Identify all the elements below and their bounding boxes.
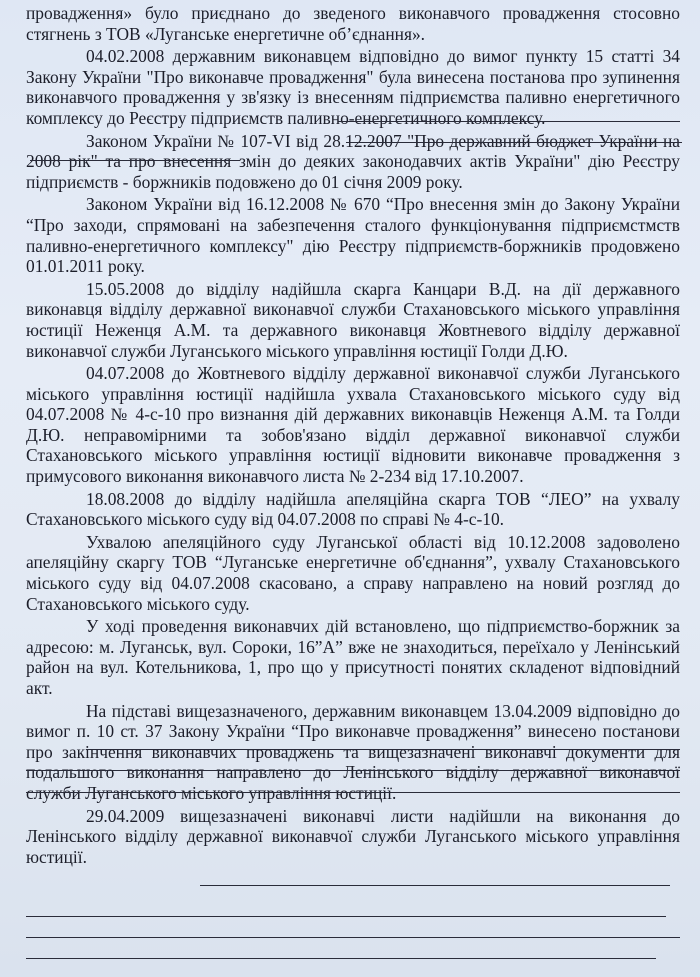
- paragraph-1: провадження» було приєднано до зведеного виконавчого провадження стосовно стягнень з ТОВ «Луганське енергетичне об’єднання».: [26, 3, 680, 44]
- pen-underline-1: [338, 121, 680, 122]
- document-body: [26, 3, 680, 869]
- paragraph-4: Законом України від 16.12.2008 № 670 “Про внесення змін до Закону України “Про заходи, спрямовані на забезпечення сталого функціонування підприємстмств паливно-енергетичного комплексу" дію Реєстру підприємств-боржників продовжено 01.01.2011 року.: [26, 194, 680, 277]
- paragraph-9: У ході проведення виконавчих дій встановлено, що підприємство-боржник за адресою: м. Луганськ, вул. Сороки, 16”А” вже не знаходиться, переїхало у Ленінський район на вул. Котельникова, 1, про що у присутності понятих складенот відповідний акт.: [26, 616, 680, 698]
- paragraph-7: 18.08.2008 до відділу надійшла апеляційна скарга ТОВ “ЛЕО” на ухвалу Стахановського міського суду від 04.07.2008 по справі № 4-с-10.: [26, 488, 680, 530]
- pen-underline-8: [26, 916, 666, 917]
- paragraph-10: На підставі вищезазначеного, державним виконавцем 13.04.2009 відповідно до вимог п. 10 ст. 37 Закону України “Про виконавче провадження” винесено постанови про закінчення виконавчих проваджень та вищезазначені виконавчі документи для подальшого виконання направлено до Ленінського відділу державної виконавчої служби Луганського міського управління юстиції.: [26, 700, 680, 803]
- paragraph-2: 04.02.2008 державним виконавцем відповідно до вимог пункту 15 статті 34 Закону України "Про виконавче провадження" була винесена постанова про зупинення виконавчого провадження у зв'язку із внесенням підприємства паливно енергетичного комплексу до Реєстру підприємств паливно-енергетичного комплексу.: [26, 46, 680, 128]
- paragraph-3: Законом України № 107-VI від 28.12.2007 "Про державний бюджет України на 2008 рік" та про внесення змін до деяких законодавчих актів України" дію Реєстру підприємств - боржників подовжено до 01 січня 2009 року.: [26, 130, 680, 192]
- pen-underline-5: [26, 770, 680, 771]
- pen-underline-9: [26, 937, 680, 938]
- paragraph-5: 15.05.2008 до відділу надійшла скарга Канцари В.Д. на дії державного виконавця відділу державної виконавчої служби Стахановського міського управління юстиції Неженця А.М. та державного виконавця Жовтневого відділу державної виконавчої служби Луганського міського управління юстиції Голди Д.Ю.: [26, 278, 680, 361]
- pen-underline-4: [86, 749, 680, 750]
- pen-underline-6: [26, 792, 680, 793]
- paragraph-6: 04.07.2008 до Жовтневого відділу державної виконавчої служби Луганського міського управління юстиції надійшла ухвала Стахановського міського суду від 04.07.2008 № 4-с-10 про визнання дій державних виконавців Неженця А.М. та Голди Д.Ю. неправомірними та зобов'язано відділ державної виконавчої служби Стахановського міського управління юстиції відновити виконавче провадження з примусового виконання виконавчого листа № 2-234 від 17.10.2007.: [26, 363, 680, 487]
- paragraph-8: Ухвалою апеляційного суду Луганської області від 10.12.2008 задоволено апеляційну скаргу ТОВ “Луганське енергетичне об'єднання”, ухвалу Стахановського міського суду від 04.07.2008 скасовано, а справу направлено на новий розгляд до Стахановського міського суду.: [26, 531, 680, 614]
- pen-underline-2: [346, 142, 682, 143]
- pen-underline-10: [26, 958, 656, 959]
- pen-underline-3: [30, 160, 240, 161]
- paragraph-11: 29.04.2009 вищезазначені виконавчі листи надійшли на виконання до Ленінського відділу державної виконавчої служби Луганського міського управління юстиції.: [26, 805, 680, 867]
- pen-underline-7: [200, 885, 670, 886]
